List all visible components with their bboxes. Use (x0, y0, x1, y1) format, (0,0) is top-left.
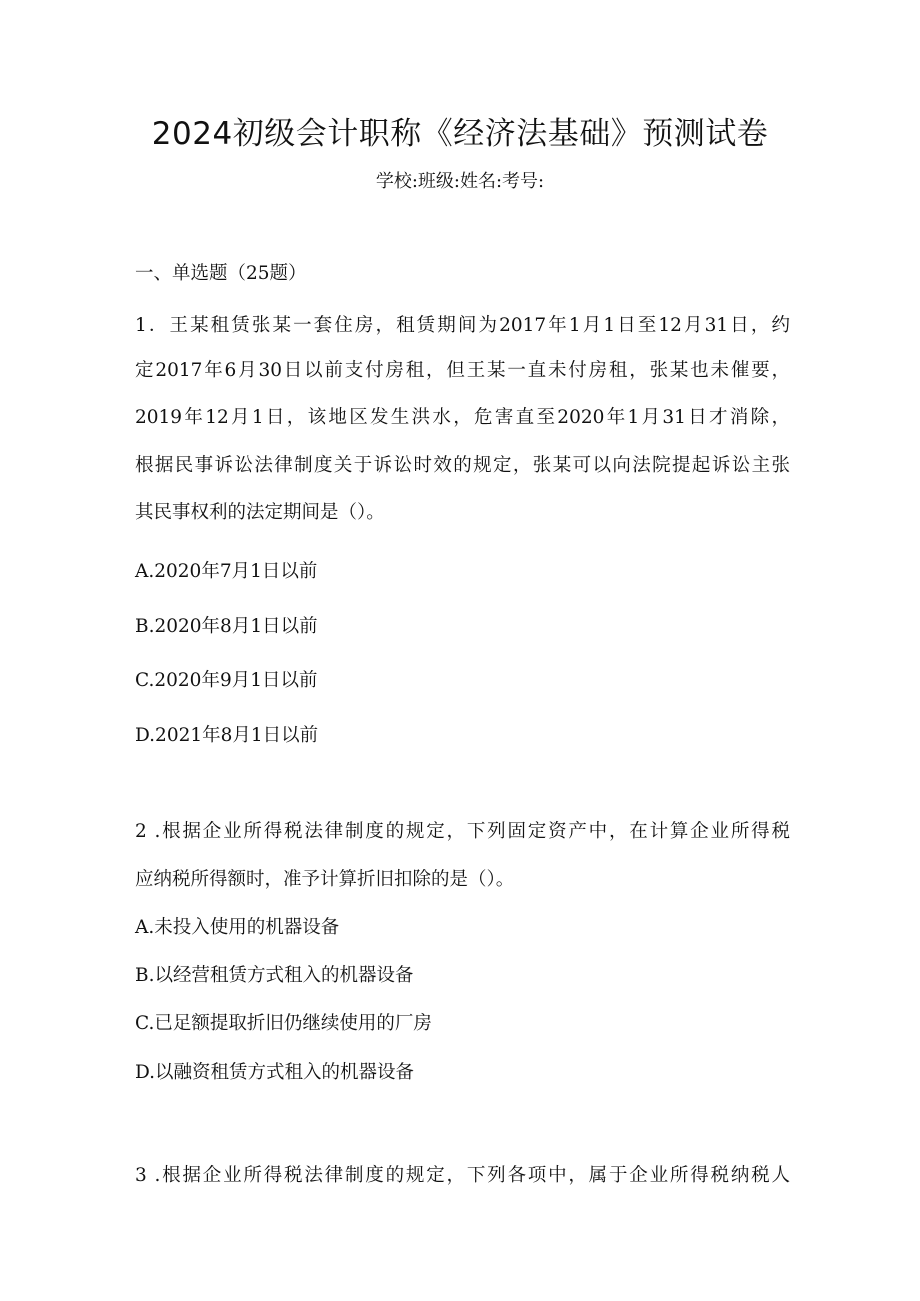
question-2-option-d: D.以融资租赁方式租入的机器设备 (135, 1062, 415, 1083)
question-2-line-1: 2 .根据企业所得税法律制度的规定，下列固定资产中，在计算企业所得税 (135, 821, 790, 842)
question-2-option-a: A.未投入使用的机器设备 (135, 917, 340, 938)
question-1-option-a: A.2020年7月1日以前 (135, 561, 318, 582)
question-1-line-1: 1．王某租赁张某一套住房，租赁期间为2017年1月1日至12月31日，约 (135, 315, 790, 336)
section-heading: 一、单选题（25题） (135, 263, 307, 284)
question-2-option-b: B.以经营租赁方式租入的机器设备 (135, 965, 414, 986)
question-1-option-b: B.2020年8月1日以前 (135, 616, 318, 637)
question-3-line-1: 3 .根据企业所得税法律制度的规定，下列各项中，属于企业所得税纳税人 (135, 1165, 790, 1186)
document-title: 2024初级会计职称《经济法基础》预测试卷 (151, 116, 769, 152)
question-1-line-3: 2019年12月1日，该地区发生洪水，危害直至2020年1月31日才消除， (135, 407, 790, 428)
question-1-line-5: 其民事权利的法定期间是（）。 (135, 502, 385, 523)
question-1-option-d: D.2021年8月1日以前 (135, 725, 319, 746)
question-1-option-c: C.2020年9月1日以前 (135, 670, 318, 691)
question-2-option-c: C.已足额提取折旧仍继续使用的厂房 (135, 1013, 432, 1034)
question-2-line-2: 应纳税所得额时，准予计算折旧扣除的是（）。 (135, 869, 515, 890)
question-1-line-2: 定2017年6月30日以前支付房租，但王某一直未付房租，张某也未催要， (135, 360, 790, 381)
question-1-line-4: 根据民事诉讼法律制度关于诉讼时效的规定，张某可以向法院提起诉讼主张 (135, 455, 790, 476)
document-subtitle: 学校:班级:姓名:考号: (375, 171, 545, 192)
